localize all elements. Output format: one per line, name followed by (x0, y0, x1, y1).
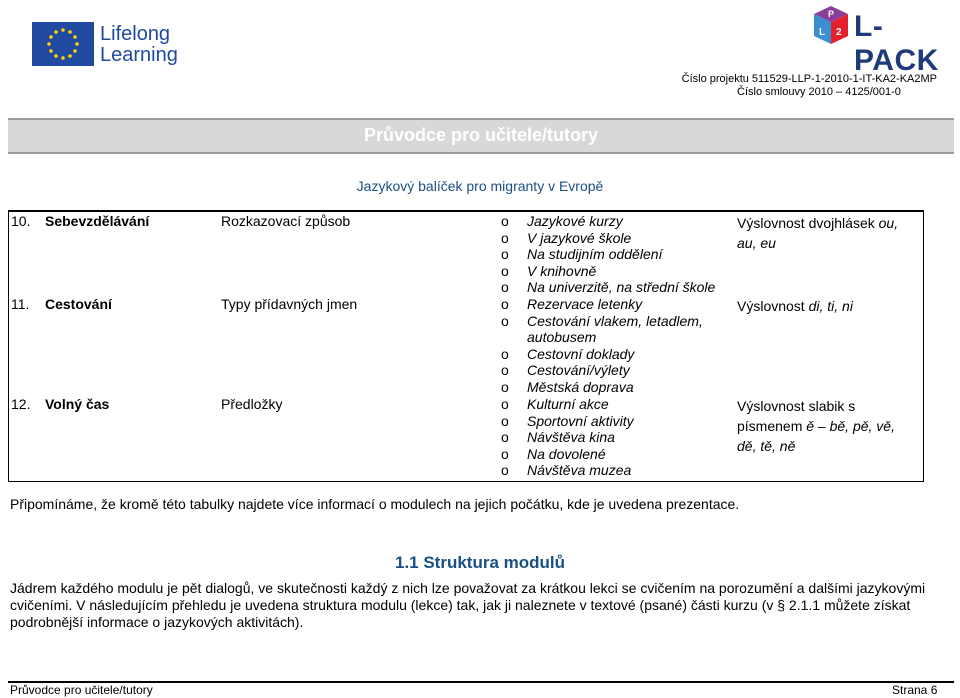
phonetics-text: Výslovnost dvojhlásek (737, 215, 879, 231)
bullet: o (501, 378, 509, 395)
list-item: Sportovní aktivity (527, 412, 634, 429)
bullet: o (501, 429, 509, 445)
list-item: Cestování/výlety (527, 362, 630, 378)
bullet: o (501, 362, 509, 378)
curriculum-table (8, 210, 924, 482)
lpack-logo (810, 4, 950, 77)
row-topic: Sebevzdělávání (45, 213, 150, 229)
list-item: Návštěva kina (527, 429, 615, 445)
eu-flag-icon (32, 22, 94, 66)
row-number: 11. (11, 296, 30, 312)
list-item: Cestování vlakem, letadlem, (527, 312, 703, 329)
list-item: Rezervace letenky (527, 296, 643, 312)
row-grammar: Typy přídavných jmen (221, 296, 358, 312)
list-item: Na dovolené (527, 445, 606, 462)
phonetics-text: Výslovnost (737, 298, 809, 314)
cube-letter-l: L (819, 27, 826, 38)
subtitle: Jazykový balíček pro migranty v Evropě (356, 178, 604, 194)
footer-title: Průvodce pro učitele/tutory (10, 683, 153, 697)
logo-line-1: Lifelong (100, 23, 171, 45)
list-item: Cestovní doklady (527, 345, 635, 362)
section-heading: 1.1 Struktura modulů (394, 553, 566, 572)
list-item: Kulturní akce (527, 396, 609, 412)
lifelong-learning-logo (32, 18, 192, 72)
list-item: Jazykové kurzy (527, 213, 623, 229)
phonetics-italic: ě – bě, pě, vě, dě, tě, ně (737, 418, 895, 454)
bullet: o (501, 396, 509, 412)
list-item: Městská doprava (527, 378, 634, 395)
logo-line-2: Learning (100, 44, 178, 66)
cube-letter-2: 2 (836, 27, 842, 38)
body-paragraph: Jádrem každého modulu je pět dialogů, ve skutečnosti každý z nich lze považovat za krátkou lekci se cvičením na porozumění a dalšími jazykovými cvičeními. V následujícím přehledu je uvedena struktura modulu (lekce) tak, jak ji naleznete v textové (psané) části kurzu (v § 2.1.1 můžete získat podrobnější informace o jazykových aktivitách). (10, 580, 926, 630)
row-number: 10. (11, 213, 31, 229)
contract-number: Číslo smlouvy 2010 – 4125/001-0 (737, 86, 901, 98)
row-grammar: Rozkazovací způsob (221, 213, 351, 229)
list-item-continuation: autobusem (527, 329, 597, 345)
list-item: Návštěva muzea (527, 462, 632, 478)
bullet: o (501, 345, 509, 362)
row-vocabulary (501, 396, 634, 479)
lpack-wordmark: L-PACK (854, 10, 939, 77)
list-item: Na studijním oddělení (527, 246, 663, 262)
bullet: o (501, 462, 509, 478)
list-item: V jazykové škole (527, 229, 632, 246)
phonetics-italic: ou, au, eu (737, 215, 899, 251)
page-title: Průvodce pro učitele/tutory (363, 125, 599, 145)
bullet: o (501, 213, 509, 229)
bullet: o (501, 279, 509, 295)
row-vocabulary (501, 213, 715, 296)
cube-letter-p: P (828, 9, 835, 19)
row-grammar: Předložky (221, 396, 283, 412)
note-text: Připomínáme, že kromě této tabulky najdete více informací o modulech na jejich počátku, kde je uvedena prezentace. (10, 496, 740, 512)
row-topic: Volný čas (45, 396, 110, 412)
bullet: o (501, 412, 509, 429)
row-vocabulary (501, 296, 703, 395)
list-item: V knihovně (527, 262, 597, 279)
row-phonetics (737, 296, 917, 316)
cube-icon (810, 4, 852, 46)
page-number: Strana 6 (892, 683, 938, 697)
title-bar (8, 118, 954, 154)
bullet: o (501, 246, 509, 262)
bullet: o (501, 229, 509, 246)
phonetics-text: Výslovnost slabik s písmenem (737, 398, 856, 434)
project-number: Číslo projektu 511529-LLP-1-2010-1-IT-KA2-KA2MP (681, 73, 937, 85)
phonetics-italic: di, ti, ni (808, 298, 853, 314)
row-topic: Cestování (45, 296, 112, 312)
bullet: o (501, 296, 509, 312)
bullet: o (501, 262, 509, 279)
bullet: o (501, 445, 509, 462)
row-number: 12. (11, 396, 31, 412)
row-phonetics (737, 213, 917, 253)
row-phonetics (737, 396, 917, 456)
bullet: o (501, 312, 509, 329)
list-item: Na univerzitě, na střední škole (527, 279, 716, 295)
